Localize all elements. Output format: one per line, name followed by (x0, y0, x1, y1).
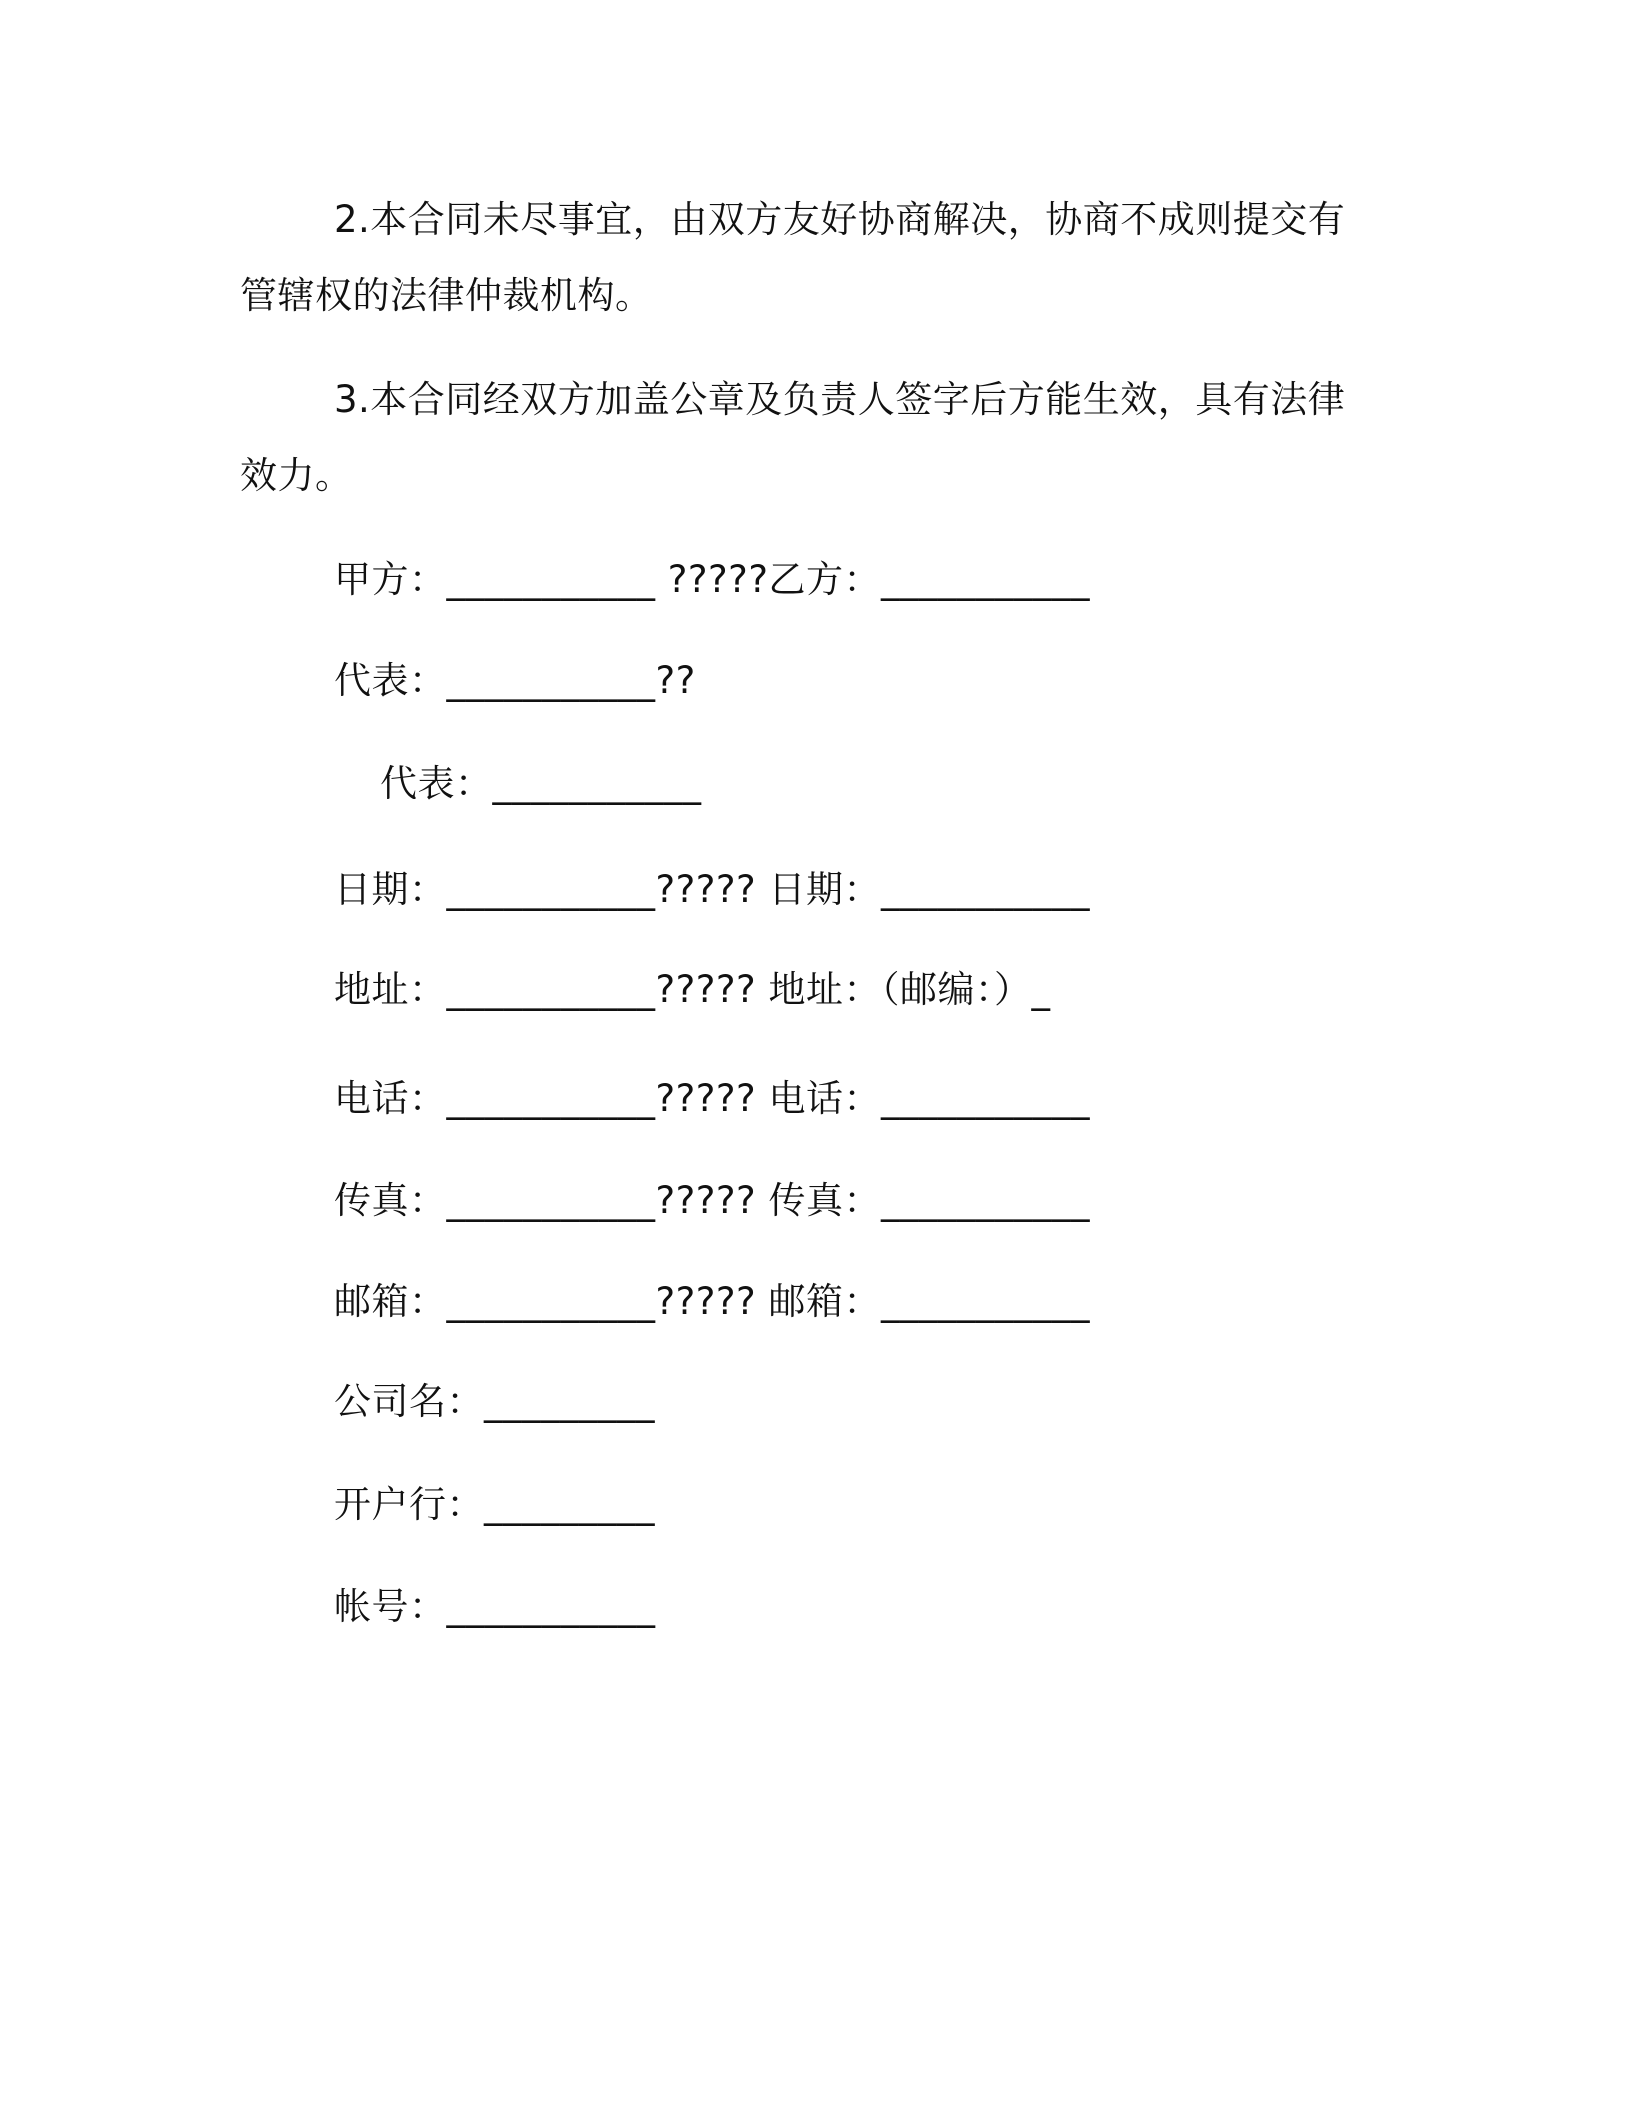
company-name-line: 公司名：_________ (334, 1380, 655, 1423)
clause-2-text: 2.本合同未尽事宜，由双方友好协商解决，协商不成则提交有管辖权的法律仲裁机构。 (240, 198, 1346, 317)
clause-2 (240, 182, 1365, 334)
clause-3-text: 3.本合同经双方加盖公章及负责人签字后方能生效，具有法律效力。 (240, 378, 1346, 497)
clause-3 (240, 362, 1365, 514)
account-line: 帐号：___________ (334, 1585, 656, 1628)
party-a-representative-line: 代表：___________?? (334, 659, 696, 702)
party-b-representative-line: 代表：___________ (380, 762, 702, 805)
phone-line: 电话：___________????? 电话：___________ (334, 1077, 1090, 1120)
party-names-line: 甲方：___________ ?????乙方：___________ (334, 558, 1090, 601)
fax-line: 传真：___________????? 传真：___________ (334, 1179, 1090, 1222)
email-line: 邮箱：___________????? 邮箱：___________ (334, 1280, 1090, 1323)
bank-line: 开户行：_________ (334, 1483, 655, 1526)
address-line: 地址：___________????? 地址：（邮编：）_ (334, 968, 1051, 1011)
date-line: 日期：___________????? 日期：___________ (334, 868, 1090, 911)
